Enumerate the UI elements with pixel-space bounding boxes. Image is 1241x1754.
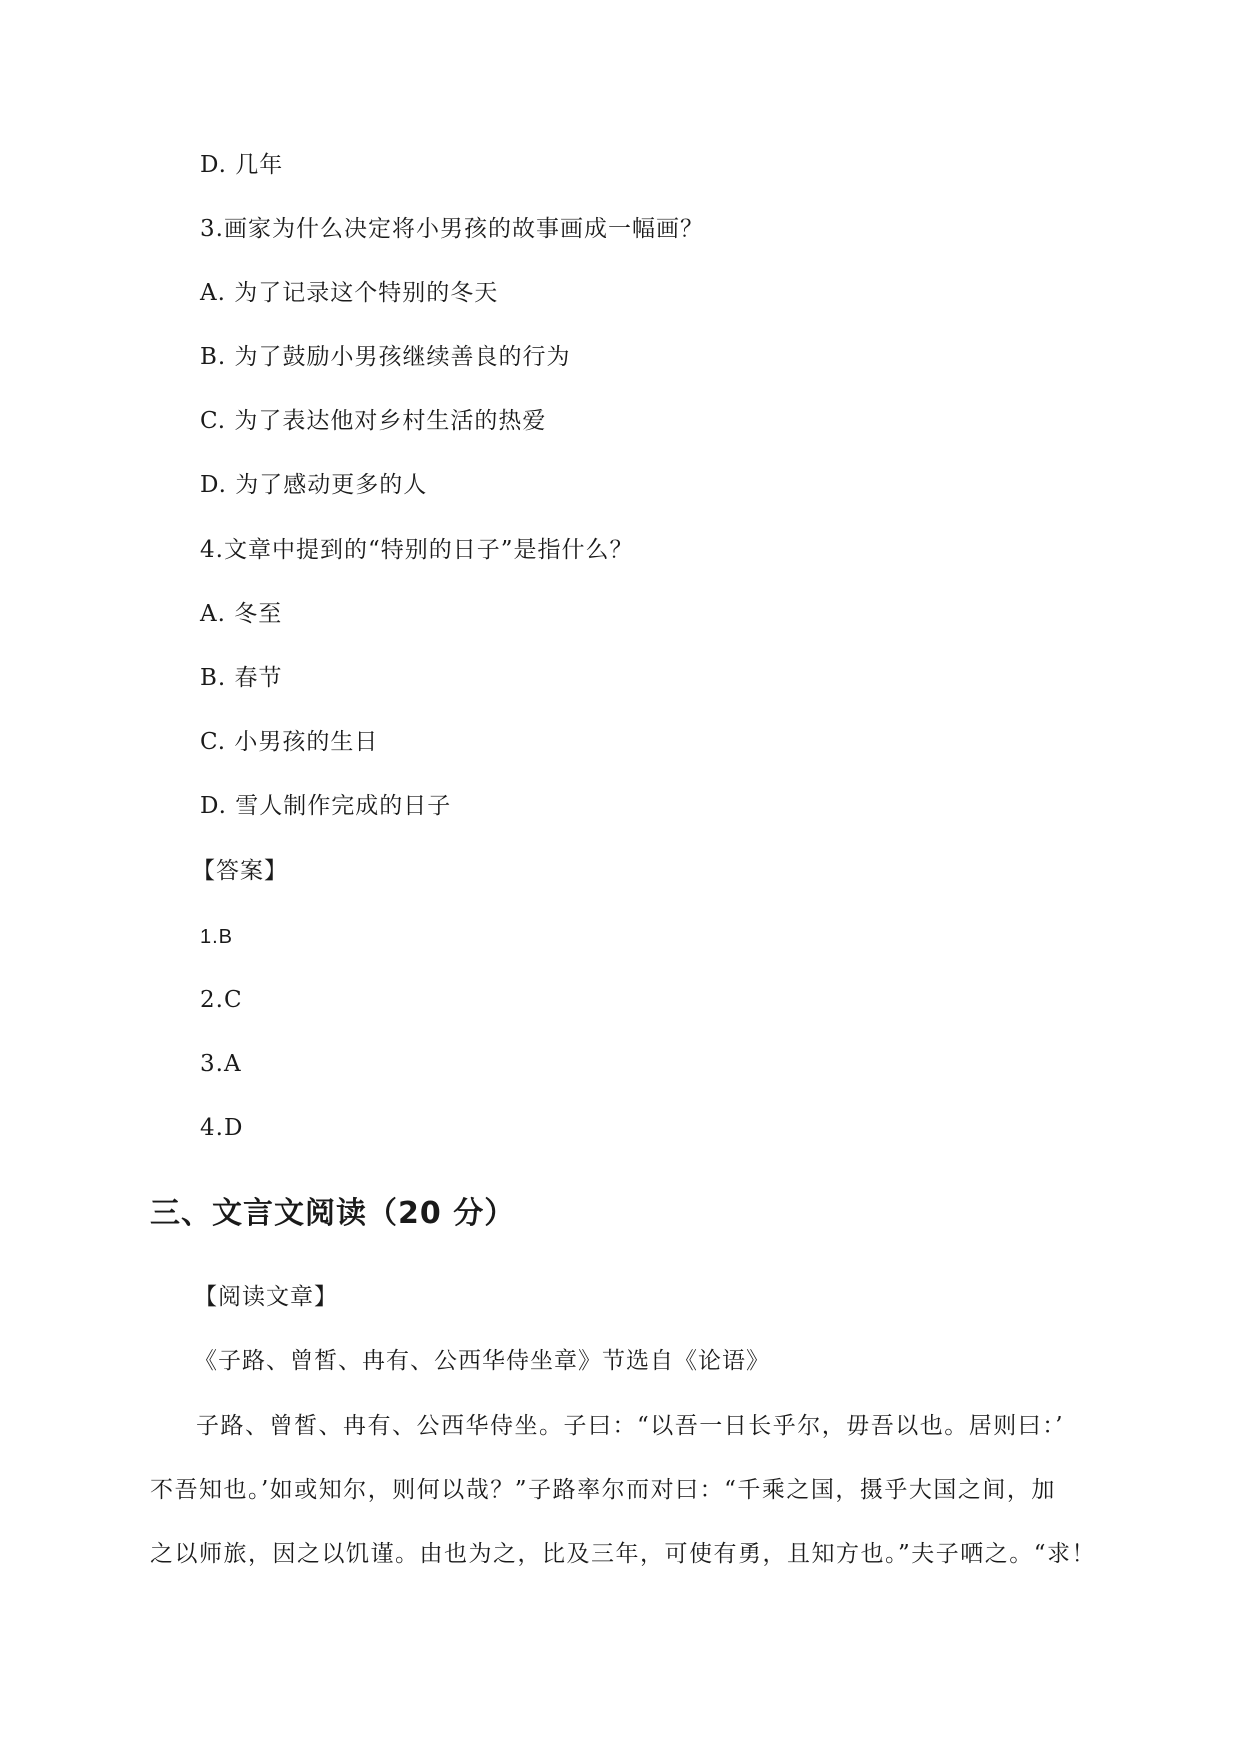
answer-item-3: 3.A: [200, 1051, 242, 1077]
passage-line-1: 子路、曾皙、冉有、公西华侍坐。子曰：“以吾一日长乎尔，毋吾以也。居则曰：’: [196, 1413, 1065, 1439]
q3-option-a: A. 为了记录这个特别的冬天: [200, 280, 499, 306]
answer-item-2: 2.C: [200, 987, 243, 1013]
passage-line-3: 之以师旅，因之以饥谨。由也为之，比及三年，可使有勇，且知方也。”夫子哂之。“求！: [150, 1541, 1097, 1567]
source-line: 《子路、曾皙、冉有、公西华侍坐章》节选自《论语》: [194, 1348, 770, 1374]
q3-option-c: C. 为了表达他对乡村生活的热爱: [200, 408, 547, 434]
passage-line-2: 不吾知也。’如或知尔，则何以哉？”子路率尔而对曰：“千乘之国，摄乎大国之间，加: [150, 1477, 1056, 1503]
answer-item-4: 4.D: [200, 1115, 244, 1141]
q3-option-b: B. 为了鼓励小男孩继续善良的行为: [200, 344, 571, 370]
reading-label: 【阅读文章】: [194, 1284, 338, 1310]
q4-option-d: D. 雪人制作完成的日子: [200, 793, 452, 819]
q4-question: 4.文章中提到的“特别的日子”是指什么？: [200, 537, 634, 563]
q3-question: 3.画家为什么决定将小男孩的故事画成一幅画？: [200, 216, 704, 242]
answer-item-1: 1.B: [200, 926, 234, 948]
q4-option-a: A. 冬至: [200, 601, 283, 627]
section-heading: 三、文言文阅读（20 分）: [150, 1196, 516, 1231]
q2-option-d: D. 几年: [200, 152, 284, 178]
q4-option-b: B. 春节: [200, 665, 283, 691]
q3-option-d: D. 为了感动更多的人: [200, 472, 428, 498]
answers-heading: 【答案】: [192, 858, 288, 884]
q4-option-c: C. 小男孩的生日: [200, 729, 379, 755]
